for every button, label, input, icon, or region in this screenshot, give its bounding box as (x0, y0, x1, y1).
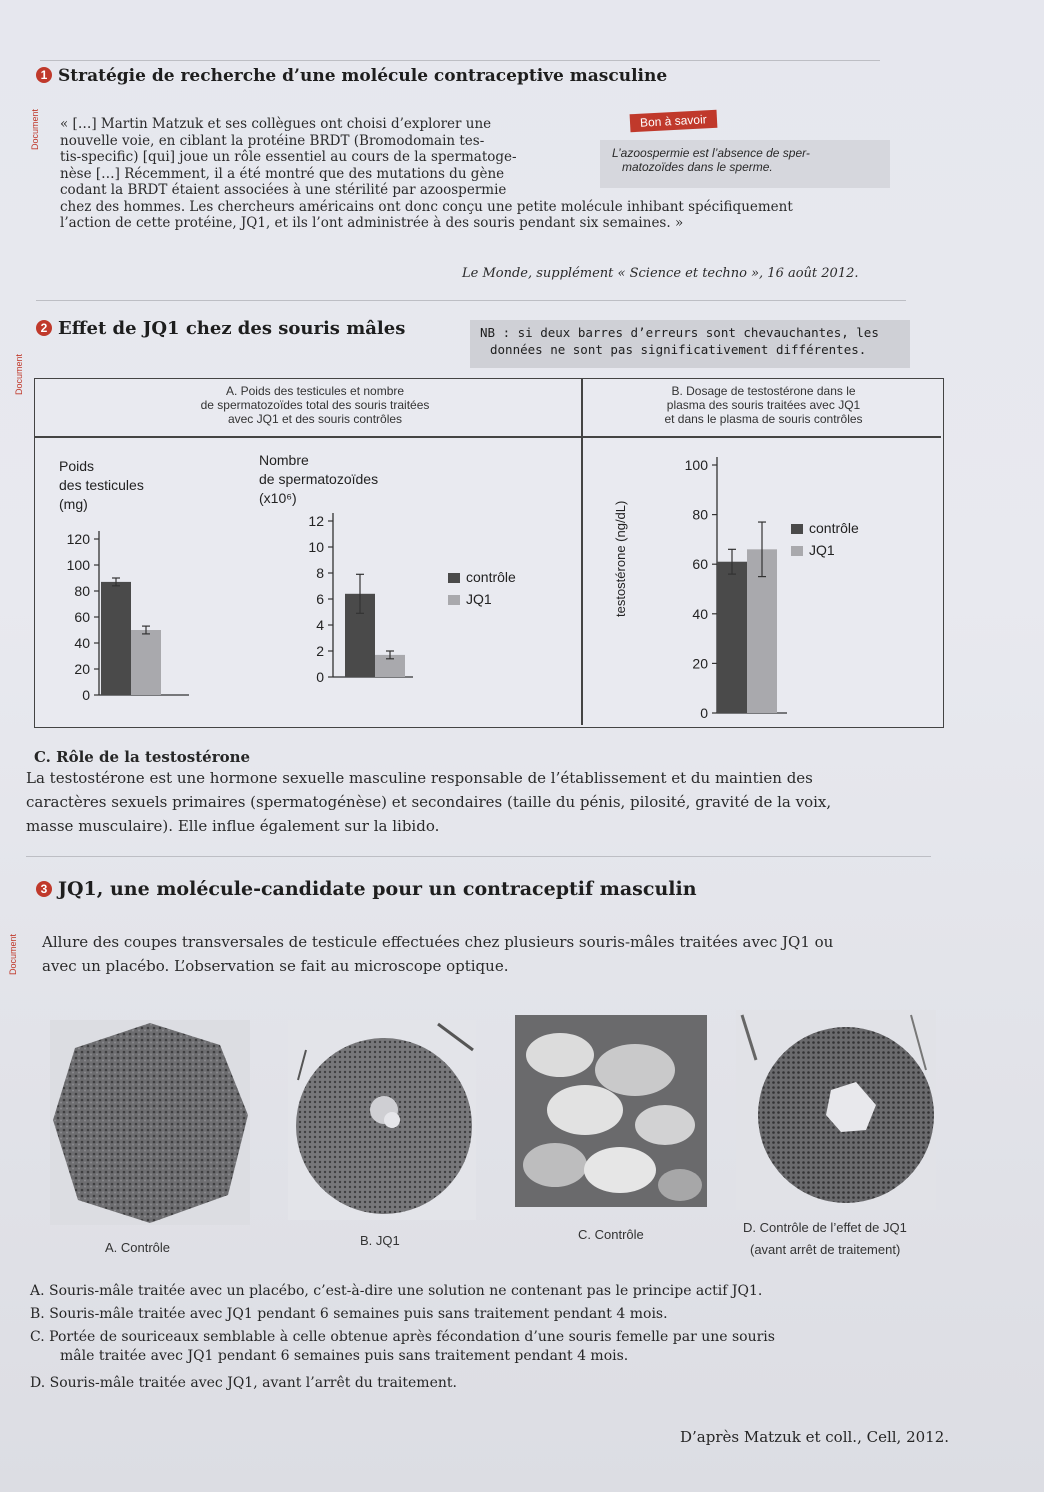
section-c-line-3: masse musculaire). Elle influe également sur la libido. (26, 817, 440, 835)
doc3-intro-line-2: avec un placébo. L’observation se fait au microscope optique. (42, 957, 509, 975)
chart3-testosterone (635, 445, 795, 721)
chart3-legend-jq1-label: JQ1 (809, 542, 835, 558)
chart3-ylabel: testostérone (ng/dL) (613, 500, 628, 617)
chart3-ytick-label-4: 80 (692, 506, 708, 523)
doc1-line-3: tis-specific) [qui] joue un rôle essentiel au cours de la spermatoge- (60, 149, 517, 165)
doc1-line-2: nouvelle voie, en ciblant la protéine BRDT (Bromodomain tes- (60, 132, 485, 149)
chart3-legend-control (791, 517, 859, 539)
doc3-intro-line-1: Allure des coupes transversales de testicule effectuées chez plusieurs souris-mâles traitées avec JQ1 ou (42, 933, 834, 951)
photo-a-control (50, 1020, 250, 1225)
doc1-line-4: nèse […] Récemment, il a été montré que des mutations du gène (60, 165, 505, 182)
chart2-ytick-label-5: 10 (308, 539, 324, 555)
chart2-ytick-label-4: 8 (316, 565, 324, 581)
chart2-legend-control (448, 566, 516, 588)
chart1-ylabel-line-2: des testicules (59, 477, 144, 493)
photo-c-mice-litter (515, 1015, 707, 1207)
doc3-side-label: Document (8, 933, 18, 975)
photo-b-graphic (288, 1020, 476, 1220)
bon-a-savoir-tag: Bon à savoir (630, 110, 718, 133)
chart3-ytick-label-1: 20 (692, 655, 708, 672)
doc2-figure (34, 378, 944, 728)
panel-b-title-line-1: B. Dosage de testostérone dans le (671, 384, 856, 398)
panel-b-title (591, 384, 936, 426)
chart3-legend-control-swatch (791, 524, 803, 534)
chart3-ytick-label-3: 60 (692, 556, 708, 573)
panel-a-title-line-1: A. Poids des testicules et nombre (225, 384, 405, 398)
chart2-legend (448, 566, 516, 610)
doc1-number: 1 (36, 67, 52, 83)
nb-line-2: données ne sont pas significativement différentes. (490, 342, 867, 357)
doc2-bottom-rule (26, 856, 931, 857)
photo-d-graphic (736, 1010, 936, 1210)
chart1-ylabel-line-1: Poids (59, 458, 95, 474)
chart3-bar-0 (717, 562, 747, 713)
chart2-ytick-label-1: 2 (316, 643, 324, 659)
chart2-legend-jq1-label: JQ1 (466, 591, 492, 607)
doc3-intro (42, 930, 962, 978)
chart1-ylabel-line-3: (mg) (59, 496, 88, 512)
panel-divider-horizontal (35, 436, 941, 438)
chart2-ylabel-line-3: (x10⁶) (259, 490, 297, 506)
doc2-heading (36, 318, 405, 339)
chart3-legend (791, 517, 859, 561)
chart1-ytick-label-6: 120 (66, 531, 90, 547)
doc1-side-label: Document (30, 108, 40, 150)
chart1-bar-0 (101, 582, 131, 695)
section-c-line-2: caractères sexuels primaires (spermatogénèse) et secondaires (taille du pénis, pilosité, gravité de la voix, (26, 793, 832, 811)
caption-d-line-1: D. Contrôle de l’effet de JQ1 (743, 1220, 907, 1235)
chart3-legend-jq1 (791, 539, 859, 561)
chart2-legend-control-label: contrôle (466, 569, 516, 585)
panel-b-title-line-3: et dans le plasma de souris contrôles (664, 412, 863, 426)
chart2-legend-jq1-swatch (448, 595, 460, 605)
chart2-ytick-label-6: 12 (308, 513, 324, 529)
doc2-side-label: Document (14, 353, 24, 395)
panel-a-title-line-3: avec JQ1 et des souris contrôles (227, 412, 403, 426)
doc1-line-1: « […] Martin Matzuk et ses collègues ont choisi d’explorer une (60, 116, 492, 132)
doc1-top-rule (40, 60, 880, 61)
legend-item-c-line-2: mâle traitée avec JQ1 pendant 6 semaines puis sans traitement pendant 4 mois. (60, 1348, 629, 1364)
chart1-ylabel (59, 457, 144, 514)
chart3-ytick-label-5: 100 (684, 457, 708, 473)
legend-item-d: D. Souris-mâle traitée avec JQ1, avant l’arrêt du traitement. (30, 1375, 457, 1391)
chart2-ytick-label-0: 0 (316, 669, 324, 685)
panel-a-title (55, 384, 575, 426)
doc3-number: 3 (36, 881, 52, 897)
chart2-ylabel-line-1: Nombre (259, 452, 309, 468)
photo-b-jq1 (288, 1020, 476, 1220)
legend-item-c-line-1: C. Portée de souriceaux semblable à celle obtenue après fécondation d’une souris femelle par une souris (30, 1329, 775, 1345)
chart1-ytick-label-4: 80 (74, 583, 90, 599)
caption-d-line-2: (avant arrêt de traitement) (750, 1242, 901, 1257)
doc3-heading (36, 878, 697, 900)
caption-b: B. JQ1 (360, 1233, 400, 1248)
bon-a-savoir-line-1: L’azoospermie est l’absence de sper- (612, 146, 810, 160)
doc1-source: Le Monde, supplément « Science et techno », 16 août 2012. (462, 266, 859, 281)
photo-d-control-effect (736, 1010, 936, 1210)
panel-divider-vertical (581, 379, 583, 725)
doc1-line-7: l’action de cette protéine, JQ1, et ils l’ont administrée à des souris pendant six semaines. » (60, 215, 684, 231)
doc1-line-5: codant la BRDT étaient associées à une stérilité par azoospermie (60, 182, 507, 198)
doc2-title: Effet de JQ1 chez des souris mâles (58, 318, 406, 339)
chart2-sperm (235, 499, 415, 699)
chart2-legend-jq1 (448, 588, 516, 610)
doc3-source: D’après Matzuk et coll., Cell, 2012. (680, 1428, 950, 1446)
doc2-number: 2 (36, 320, 52, 336)
chart1-ytick-label-2: 40 (74, 635, 90, 651)
doc1-title: Stratégie de recherche d’une molécule contraceptive masculine (58, 66, 668, 86)
doc1-bottom-rule (36, 300, 906, 301)
caption-a: A. Contrôle (105, 1240, 171, 1255)
legend-item-a: A. Souris-mâle traitée avec un placébo, c’est-à-dire une solution ne contenant pas le principe actif JQ1. (30, 1283, 763, 1299)
panel-b-title-line-2: plasma des souris traitées avec JQ1 (666, 398, 861, 412)
chart1-ytick-label-5: 100 (66, 557, 90, 573)
caption-c: C. Contrôle (578, 1227, 644, 1242)
chart2-ytick-label-2: 4 (316, 617, 324, 633)
chart2-legend-control-swatch (448, 573, 460, 583)
chart3-legend-control-label: contrôle (809, 520, 859, 536)
photo-a-graphic (50, 1020, 250, 1225)
bon-a-savoir-line-2: matozoïdes dans le sperme. (622, 160, 773, 174)
chart1-ytick-label-3: 60 (74, 609, 90, 625)
doc1-line-6: chez des hommes. Les chercheurs américains ont donc conçu une petite molécule inhibant spécifiquement (60, 198, 793, 215)
photo-c-graphic (515, 1015, 707, 1207)
chart3-legend-jq1-swatch (791, 546, 803, 556)
section-c-line-1: La testostérone est une hormone sexuelle masculine responsable de l’établissement et du maintien des (26, 769, 813, 787)
chart1-ytick-label-0: 0 (82, 687, 90, 703)
section-c-text (26, 766, 966, 838)
chart1-weight (35, 509, 215, 709)
chart1-ytick-label-1: 20 (74, 661, 90, 677)
doc3-legend-list (30, 1282, 1020, 1393)
chart3-ytick-label-0: 0 (700, 705, 708, 721)
doc1-heading (36, 66, 667, 86)
doc2-nb-box (470, 320, 910, 368)
legend-item-b: B. Souris-mâle traitée avec JQ1 pendant 6 semaines puis sans traitement pendant 4 mois. (30, 1306, 668, 1322)
chart1-bar-1 (131, 630, 161, 695)
chart2-ytick-label-3: 6 (316, 591, 324, 607)
chart2-ylabel-line-2: de spermatozoïdes (259, 471, 379, 487)
doc3-title: JQ1, une molécule-candidate pour un contraceptif masculin (58, 878, 697, 900)
nb-line-1: NB : si deux barres d’erreurs sont chevauchantes, les (480, 325, 879, 340)
panel-a-title-line-2: de spermatozoïdes total des souris traitées (200, 398, 430, 412)
chart3-ytick-label-2: 40 (692, 605, 708, 622)
bon-a-savoir-box (600, 140, 890, 188)
section-c-heading: C. Rôle de la testostérone (34, 748, 251, 766)
